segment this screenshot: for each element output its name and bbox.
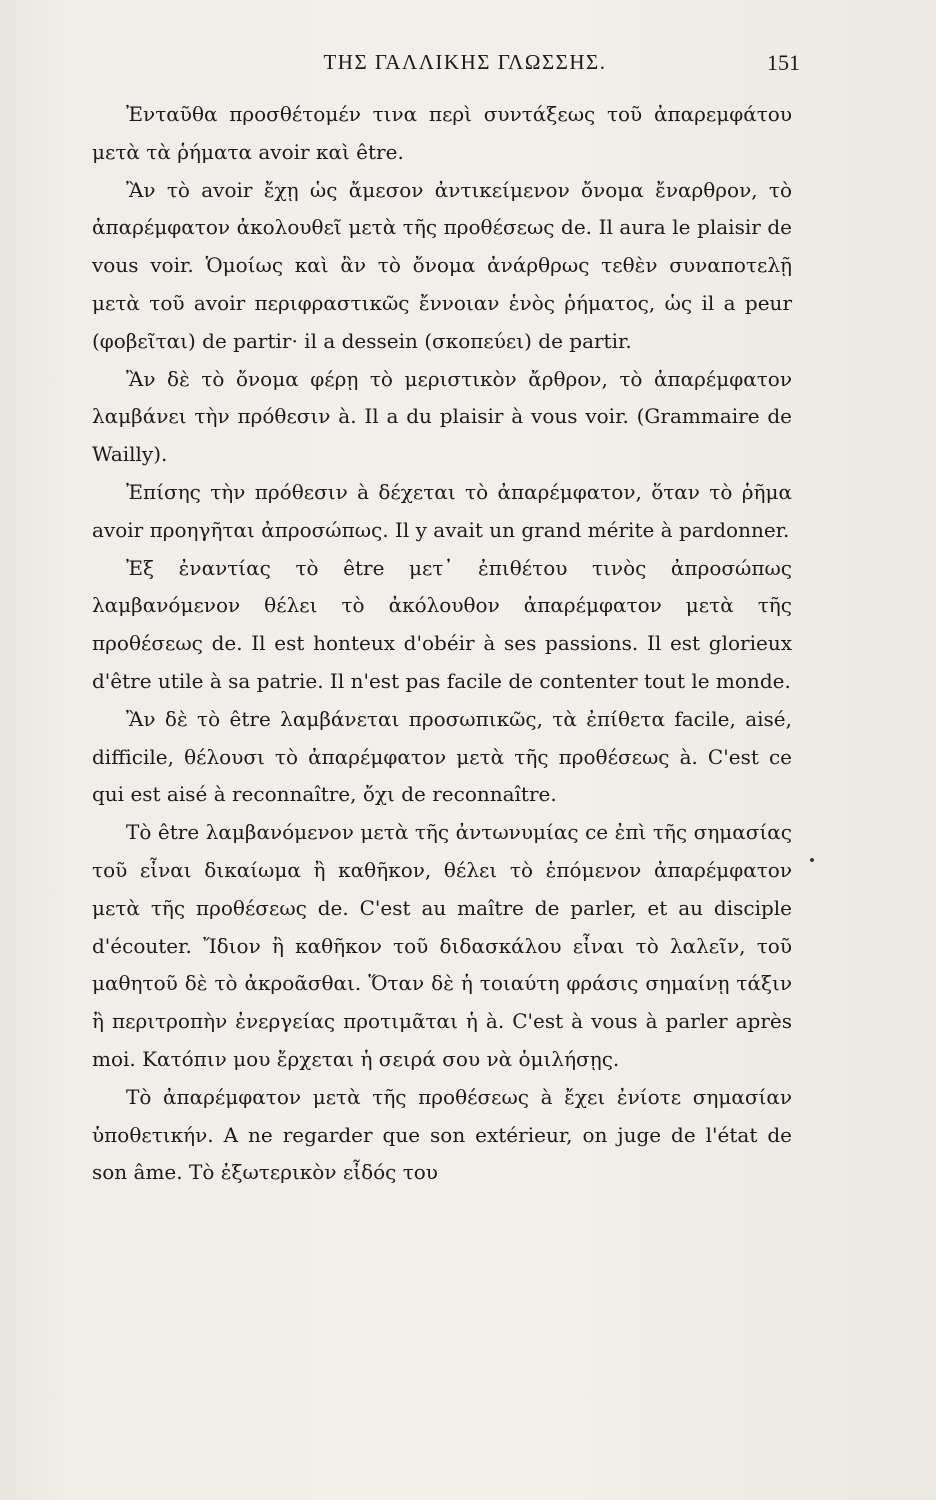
paragraph-avoir-partitive: Ἂν δὲ τὸ ὄνομα φέρῃ τὸ μεριστικὸν ἄρθρον, τὸ ἀπαρέμφατον λαμβάνει τὴν πρόθεσιν à. Il a du plaisir à vous voir. (Grammaire de Wailly). (92, 366, 792, 467)
paragraph-avoir-direct-object: Ἂν τὸ avoir ἔχῃ ὡς ἄμεσον ἀντικείμενον ὄνομα ἔναρθρον, τὸ ἀπαρέμφατον ἀκολουθεῖ μετὰ τῆς προθέσεως de. Il aura le plaisir de vous voir. Ὁμοίως καὶ ἂν τὸ ὄνομα ἀνάρθρως τεθὲν συναποτελῇ μετὰ τοῦ avoir περιφραστικῶς ἔννοιαν ἑνὸς ῥήματος, ὡς il a peur (φοβεῖται) de partir· il a dessein (σκοπεύει) de partir. (92, 177, 792, 353)
paragraph-etre-impersonal: Ἐξ ἐναντίας τὸ être μετ᾽ ἐπιθέτου τινὸς ἀπροσώπως λαμβανόμενον θέλει τὸ ἀκόλουθον ἀπαρέμφατον μετὰ τῆς προθέσεως de. Il est honteux d'obéir à ses passions. Il est glorieux d'être utile à sa patrie. Il n'est pas facile de contenter tout le monde. (92, 555, 792, 693)
running-title: ΤΗΣ ΓΑΛΛΙΚΗΣ ΓΛΩΣΣΗΣ. (323, 50, 607, 74)
paragraph-intro: Ἐνταῦθα προσθέτομέν τινα περὶ συντάξεως τοῦ ἀπαρεμφάτου μετὰ τὰ ῥήματα avoir καὶ être. (92, 102, 792, 164)
page-number: 151 (767, 50, 800, 75)
paragraph-avoir-impersonal: Ἐπίσης τὴν πρόθεσιν à δέχεται τὸ ἀπαρέμφατον, ὅταν τὸ ῥῆμα avoir προηγῆται ἀπροσώπως. Il y avait un grand mérite à pardonner. (92, 479, 792, 542)
paragraph-etre-personal: Ἂν δὲ τὸ être λαμβάνεται προσωπικῶς, τὰ ἐπίθετα facile, aisé, difficile, θέλουσι τὸ ἀπαρέμφατον μετὰ τῆς προθέσεως à. C'est ce qui est aisé à reconnaître, ὄχι de reconnaître. (92, 706, 792, 807)
page-header (130, 44, 800, 84)
paragraph-conditional-a: Τὸ ἀπαρέμφατον μετὰ τῆς προθέσεως à ἔχει ἐνίοτε σημασίαν ὑποθετικήν. A ne regarder que son extérieur, on juge de l'état de son âme. Τὸ ἐξωτερικὸν εἶδός του (92, 1084, 792, 1185)
body-text (92, 96, 792, 1192)
paragraph-etre-ce: Τὸ être λαμβανόμενον μετὰ τῆς ἀντωνυμίας ce ἐπὶ τῆς σημασίας τοῦ εἶναι δικαίωμα ἢ καθῆκον, θέλει τὸ ἑπόμενον ἀπαρέμφατον μετὰ τῆς προθέσεως de. C'est au maître de parler, et au disciple d'écouter. Ἴδιον ἢ καθῆκον τοῦ διδασκάλου εἶναι τὸ λαλεῖν, τοῦ μαθητοῦ δὲ τὸ ἀκροᾶσθαι. Ὅταν δὲ ἡ τοιαύτη φράσις σημαίνῃ τάξιν ἢ περιτροπὴν ἐνεργείας προτιμᾶται ἡ à. C'est à vous à parler après moi. Κατόπιν μου ἔρχεται ἡ σειρά σου νὰ ὁμιλήσῃς. (92, 820, 792, 1071)
margin-dot-mark (810, 858, 814, 862)
